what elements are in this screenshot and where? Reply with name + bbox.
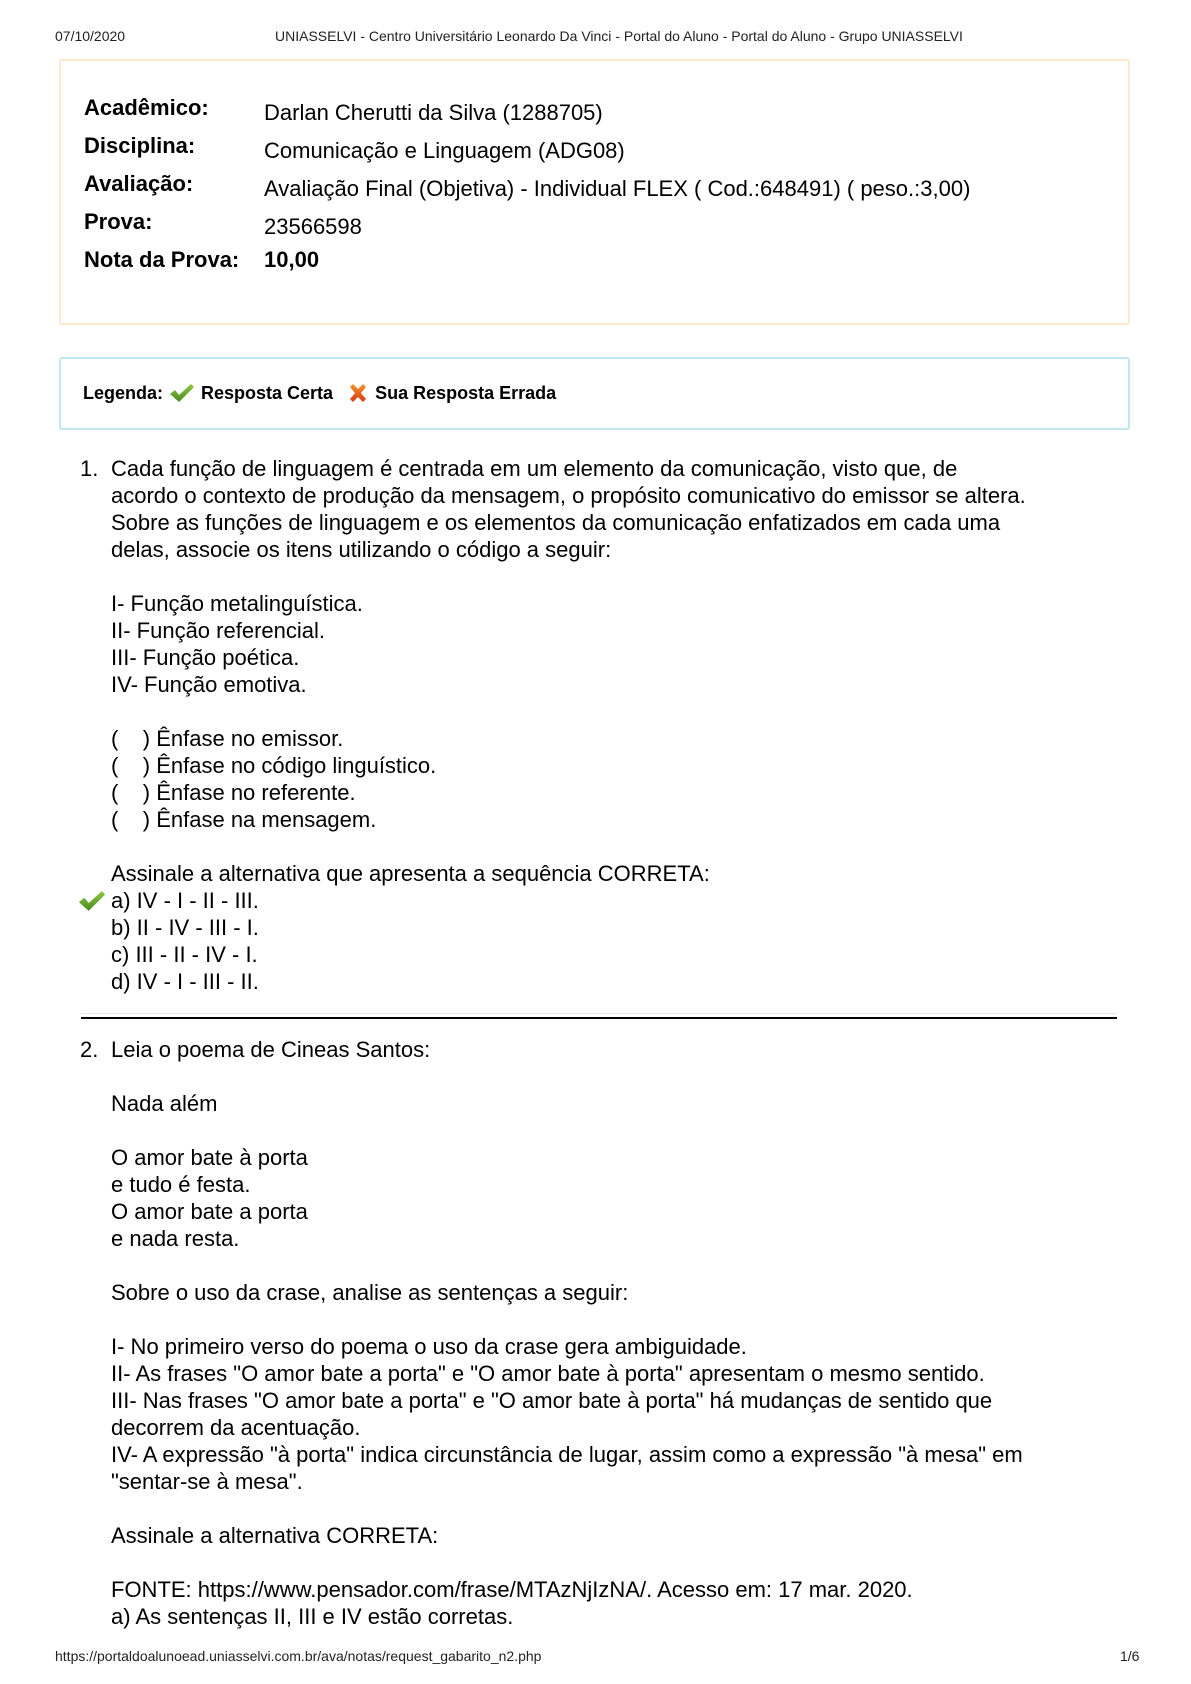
item-line: I- Função metalinguística. [111, 591, 363, 616]
alternative-c [111, 941, 1121, 968]
print-date: 07/10/2020 [55, 28, 126, 44]
question-text-line: Sobre as funções de linguagem e os elementos da comunicação enfatizados em cada uma [111, 510, 1001, 535]
question-prompt: Assinale a alternativa que apresenta a sequência CORRETA: [111, 861, 710, 886]
poem-line: O amor bate à porta [111, 1145, 308, 1170]
disciplina-value: Comunicação e Linguagem (ADG08) [264, 138, 625, 163]
page-number: 1/6 [1120, 1648, 1140, 1664]
question-number: 1. [80, 456, 99, 481]
check-icon [169, 382, 195, 404]
question-body [111, 1036, 1121, 1630]
legend-label: Legenda: [83, 382, 164, 403]
alternative-d [111, 968, 1121, 995]
statement-line: IV- A expressão "à porta" indica circunstância de lugar, assim como a expressão "à mesa" em [111, 1442, 1023, 1467]
alternative-text: a) As sentenças II, III e IV estão corretas. [111, 1604, 514, 1629]
question-prompt: Assinale a alternativa CORRETA: [111, 1523, 439, 1548]
question-text-line: delas, associe os itens utilizando o código a seguir: [111, 537, 612, 562]
blank-line: ( ) Ênfase no código linguístico. [111, 753, 437, 778]
question-divider [81, 1017, 1117, 1019]
legend-box [59, 357, 1130, 430]
question-text-line: Cada função de linguagem é centrada em um elemento da comunicação, visto que, de [111, 456, 958, 481]
avaliacao-value: Avaliação Final (Objetiva) - Individual FLEX ( Cod.:648491) ( peso.:3,00) [264, 176, 971, 201]
nota-label: Nota da Prova: [84, 247, 240, 272]
avaliacao-label: Avaliação: [84, 171, 194, 196]
item-line: II- Função referencial. [111, 618, 325, 643]
print-header [0, 28, 1191, 48]
legend-correct-label: Resposta Certa [201, 382, 334, 403]
statement-line: III- Nas frases "O amor bate a porta" e "O amor bate à porta" há mudanças de sentido que [111, 1388, 993, 1413]
print-page-title: UNIASSELVI - Centro Universitário Leonardo Da Vinci - Portal do Aluno - Portal do Aluno - Grupo UNIASSELVI [275, 28, 963, 44]
poem-line: e nada resta. [111, 1226, 240, 1251]
alternative-text: a) IV - I - II - III. [111, 888, 259, 913]
question-number: 2. [80, 1037, 99, 1062]
legend-wrong-label: Sua Resposta Errada [375, 382, 557, 403]
poem-title: Nada além [111, 1091, 218, 1116]
item-line: III- Função poética. [111, 645, 300, 670]
nota-value: 10,00 [264, 247, 320, 272]
alternative-text: b) II - IV - III - I. [111, 915, 259, 940]
question-lead: Sobre o uso da crase, analise as sentenças a seguir: [111, 1280, 629, 1305]
blank-line: ( ) Ênfase na mensagem. [111, 807, 377, 832]
print-url: https://portaldoalunoead.uniasselvi.com.br/ava/notas/request_gabarito_n2.php [55, 1648, 542, 1664]
statement-line: I- No primeiro verso do poema o uso da crase gera ambiguidade. [111, 1334, 747, 1359]
statement-line: decorrem da acentuação. [111, 1415, 361, 1440]
check-icon [77, 889, 107, 913]
question-text-line: Leia o poema de Cineas Santos: [111, 1037, 431, 1062]
statement-line: II- As frases "O amor bate a porta" e "O amor bate à porta" apresentam o mesmo sentido. [111, 1361, 985, 1386]
item-line: IV- Função emotiva. [111, 672, 307, 697]
exam-info-box [59, 59, 1130, 325]
prova-label: Prova: [84, 209, 153, 234]
divider-shadow [81, 1013, 1117, 1014]
alternative-a [111, 1603, 1121, 1630]
alternative-text: d) IV - I - III - II. [111, 969, 259, 994]
blank-line: ( ) Ênfase no emissor. [111, 726, 344, 751]
academico-label: Acadêmico: [84, 95, 209, 120]
poem-line: e tudo é festa. [111, 1172, 251, 1197]
disciplina-label: Disciplina: [84, 133, 196, 158]
question-text-line: acordo o contexto de produção da mensagem, o propósito comunicativo do emissor se altera. [111, 483, 1026, 508]
statement-line: "sentar-se à mesa". [111, 1469, 303, 1494]
alternative-b [111, 914, 1121, 941]
question-body [111, 455, 1121, 995]
academico-value: Darlan Cherutti da Silva (1288705) [264, 100, 603, 125]
poem-line: O amor bate a porta [111, 1199, 308, 1224]
source-citation: FONTE: https://www.pensador.com/frase/MTAzNjIzNA/. Acesso em: 17 mar. 2020. [111, 1577, 913, 1602]
prova-value: 23566598 [264, 214, 362, 239]
x-icon [347, 382, 369, 404]
blank-line: ( ) Ênfase no referente. [111, 780, 356, 805]
alternative-text: c) III - II - IV - I. [111, 942, 258, 967]
alternative-a [111, 887, 1121, 914]
